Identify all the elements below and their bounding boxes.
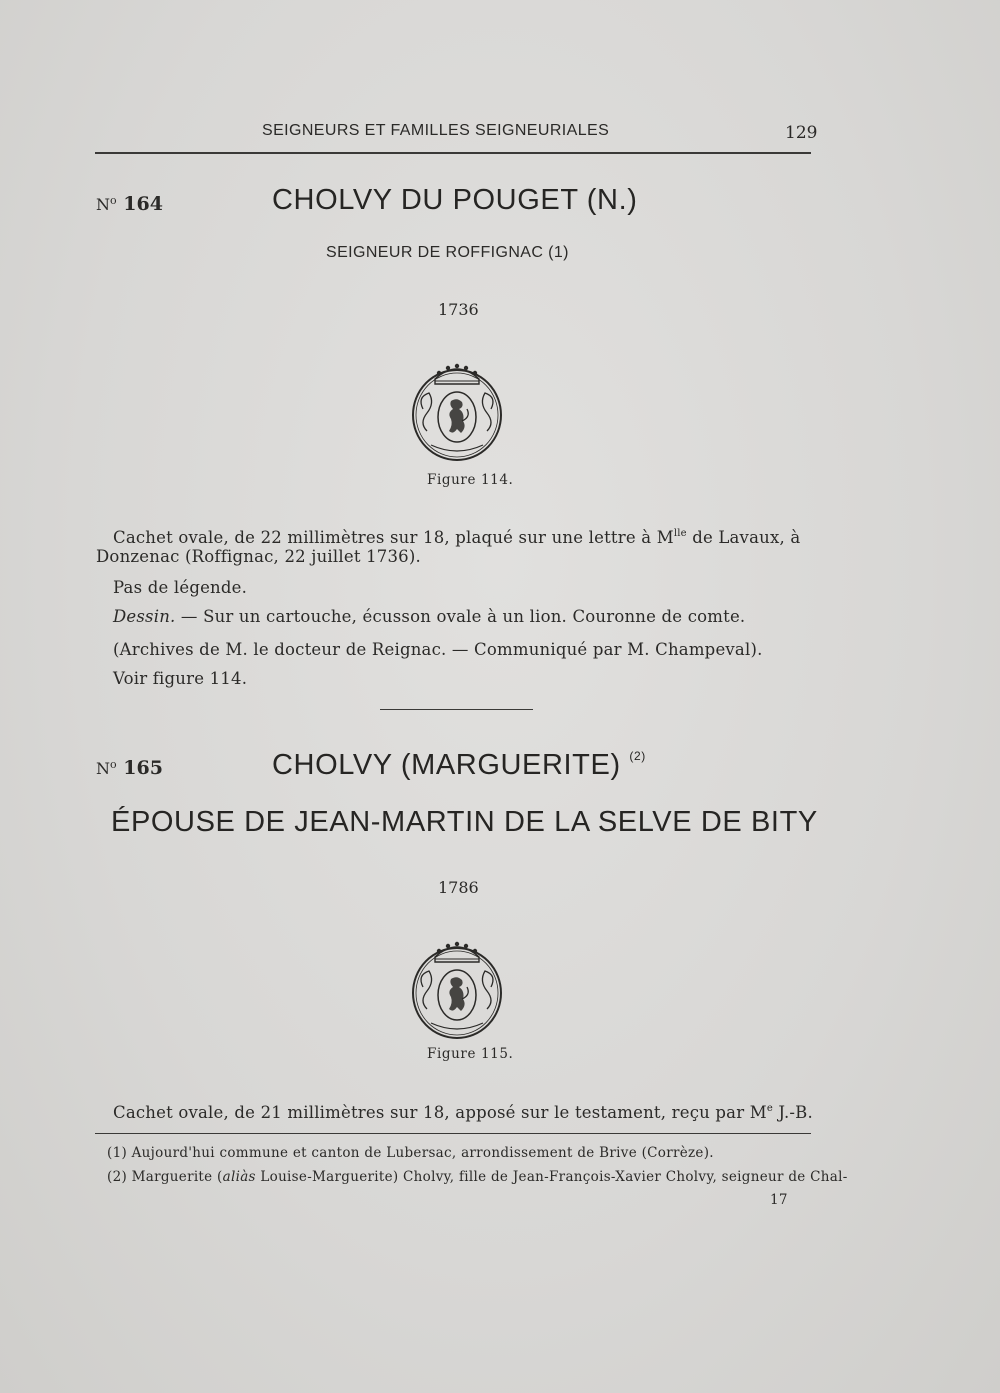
- entry-164-subtitle: SEIGNEUR DE ROFFIGNAC (1): [326, 244, 569, 261]
- figure-114-caption: Figure 114.: [427, 472, 514, 488]
- entry-164-title: CHOLVY DU POUGET (N.): [272, 184, 638, 216]
- entry-164-description-cont: Donzenac (Roffignac, 22 juillet 1736).: [96, 547, 421, 566]
- entry-164-design: Dessin. — Sur un cartouche, écusson ovale à un lion. Couronne de comte.: [113, 607, 746, 626]
- section-divider: [380, 709, 533, 710]
- footnote-1: (1) Aujourd'hui commune et canton de Lubersac, arrondissement de Brive (Corrèze).: [107, 1145, 714, 1161]
- entry-164-description: Cachet ovale, de 22 millimètres sur 18, plaqué sur une lettre à $M^{lle}$ de Lavaux, à: [113, 528, 801, 547]
- figure-115-caption: Figure 115.: [427, 1046, 514, 1062]
- footnote-rule: [95, 1133, 811, 1134]
- entry-165-subtitle: ÉPOUSE DE JEAN-MARTIN DE LA SELVE DE BITY: [111, 806, 818, 838]
- entry-number-165: $N^o$ 165: [96, 757, 163, 779]
- footnote-2: (2) Marguerite (aliàs Louise-Marguerite) Cholvy, fille de Jean-François-Xavier Cholvy, seigneur de Chal-: [107, 1169, 848, 1185]
- printer-signature: 17: [770, 1192, 788, 1208]
- entry-164-source: (Archives de M. le docteur de Reignac. — Communiqué par M. Champeval).: [113, 640, 763, 659]
- running-title: SEIGNEURS ET FAMILLES SEIGNEURIALES: [262, 122, 610, 139]
- entry-number-164: $N^o$ 164: [96, 193, 163, 215]
- oval-seal-lion-icon: [409, 357, 505, 463]
- entry-164-year: 1736: [438, 300, 479, 319]
- page-number: 129: [785, 123, 818, 143]
- entry-165-description: Cachet ovale, de 21 millimètres sur 18, apposé sur le testament, reçu par Me J.-B.: [113, 1103, 813, 1122]
- oval-seal-lion-icon: [409, 935, 505, 1041]
- entry-164-legend: Pas de légende.: [113, 578, 248, 597]
- entry-164-see-figure: Voir figure 114.: [113, 669, 248, 688]
- entry-165-title: CHOLVY (MARGUERITE) $^{(2)}$: [272, 749, 646, 781]
- header-rule: [95, 152, 811, 154]
- entry-165-year: 1786: [438, 878, 479, 897]
